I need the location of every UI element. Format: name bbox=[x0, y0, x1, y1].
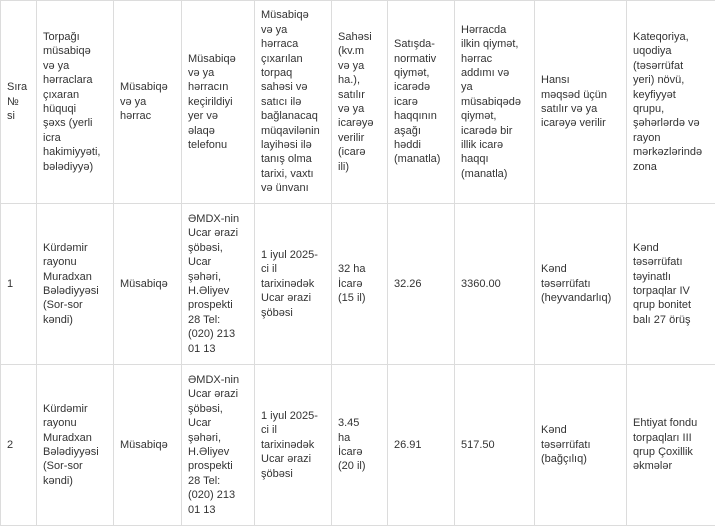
cell-area: 32 ha İcarə (15 il) bbox=[332, 204, 388, 365]
cell-category: Ehtiyat fondu torpaqları III qrup Çoxillik əkmələr bbox=[627, 365, 715, 526]
cell-review-date: 1 iyul 2025- ci il tarixinədək Ucar ərazi şöbəsi bbox=[255, 204, 332, 365]
table-row bbox=[1, 204, 715, 365]
cell-location-phone: ƏMDX-nin Ucar ərazi şöbəsi, Ucar şəhəri, H.Əliyev prospekti 28 Tel: (020) 213 01 13 bbox=[182, 365, 255, 526]
header-cell-number: Sıra № si bbox=[1, 1, 37, 204]
header-cell-initial-price: Hərracda ilkin qiymət, hərrac addımı və ya müsabiqədə qiymət, icarədə bir illik icarə haqqı (manatla) bbox=[455, 1, 535, 204]
header-cell-purpose: Hansı məqsəd üçün satılır və ya icarəyə verilir bbox=[535, 1, 627, 204]
cell-initial-price: 3360.00 bbox=[455, 204, 535, 365]
header-row bbox=[1, 1, 715, 204]
header-cell-area: Sahəsi (kv.m və ya ha.), satılır və ya icarəyə verilir (icarə ili) bbox=[332, 1, 388, 204]
cell-category: Kənd təsərrüfatı təyinatlı torpaqlar IV qrup bonitet balı 27 örüş bbox=[627, 204, 715, 365]
cell-area: 3.45 ha İcarə (20 il) bbox=[332, 365, 388, 526]
cell-location-phone: ƏMDX-nin Ucar ərazi şöbəsi, Ucar şəhəri, H.Əliyev prospekti 28 Tel: (020) 213 01 13 bbox=[182, 204, 255, 365]
cell-purpose: Kənd təsərrüfatı (bağçılıq) bbox=[535, 365, 627, 526]
header-cell-normative-price: Satışda- normativ qiymət, icarədə icarə haqqının aşağı həddi (manatla) bbox=[388, 1, 455, 204]
header-cell-review-date: Müsabiqə və ya hərraca çıxarılan torpaq sahəsi və satıcı ilə bağlanacaq müqavilənin layihəsi ilə tanış olma tarixi, vaxtı və ünvanı bbox=[255, 1, 332, 204]
cell-number: 2 bbox=[1, 365, 37, 526]
cell-normative-price: 32.26 bbox=[388, 204, 455, 365]
cell-auction-type: Müsabiqə bbox=[114, 365, 182, 526]
cell-review-date: 1 iyul 2025- ci il tarixinədək Ucar ərazi şöbəsi bbox=[255, 365, 332, 526]
cell-auction-type: Müsabiqə bbox=[114, 204, 182, 365]
header-cell-category: Kateqoriya, uqodiya (təsərrüfat yeri) növü, keyfiyyət qrupu, şəhərlərdə və rayon mərkəzlərində zona bbox=[627, 1, 715, 204]
cell-initial-price: 517.50 bbox=[455, 365, 535, 526]
header-cell-location-phone: Müsabiqə və ya hərracın keçirildiyi yer və əlaqə telefonu bbox=[182, 1, 255, 204]
header-cell-auction-type: Müsabiqə və ya hərrac bbox=[114, 1, 182, 204]
header-cell-legal-entity: Torpağı müsabiqə və ya hərraclara çıxaran hüquqi şəxs (yerli icra hakimiyyəti, bələdiyyə) bbox=[37, 1, 114, 204]
cell-purpose: Kənd təsərrüfatı (heyvandarlıq) bbox=[535, 204, 627, 365]
cell-legal-entity: Kürdəmir rayonu Muradxan Bələdiyyəsi (Sor-sor kəndi) bbox=[37, 365, 114, 526]
cell-number: 1 bbox=[1, 204, 37, 365]
table-row bbox=[1, 365, 715, 526]
cell-normative-price: 26.91 bbox=[388, 365, 455, 526]
cell-legal-entity: Kürdəmir rayonu Muradxan Bələdiyyəsi (Sor-sor kəndi) bbox=[37, 204, 114, 365]
